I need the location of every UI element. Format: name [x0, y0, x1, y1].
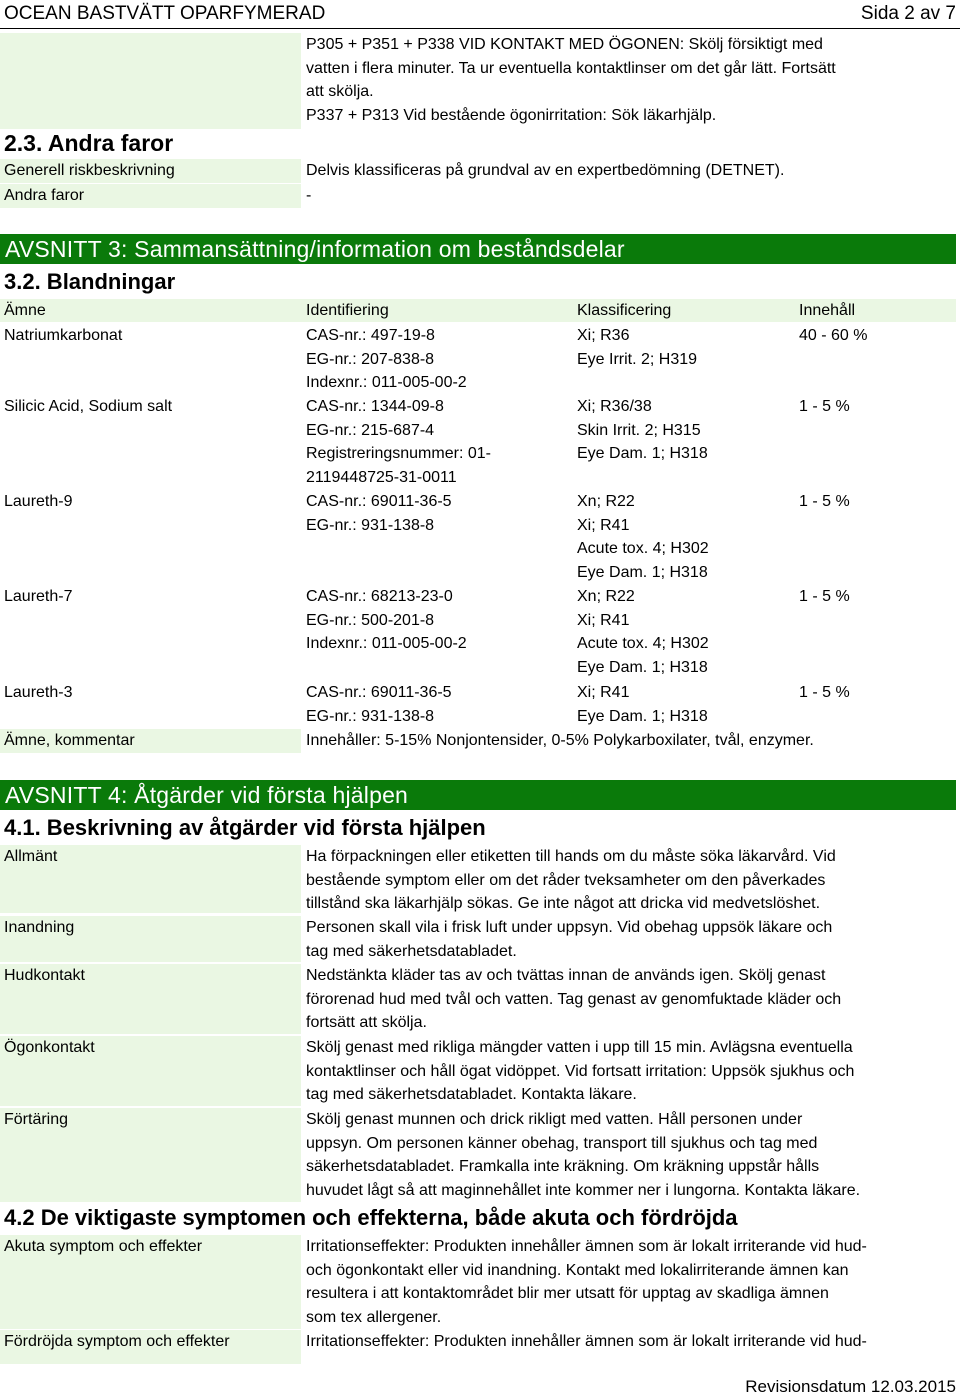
- delayed-symptoms-label: Fördröjda symptom och effekter: [0, 1330, 301, 1364]
- table-row-identification: CAS-nr.: 68213-23-0 EG-nr.: 500-201-8 Indexnr.: 011-005-00-2: [306, 588, 467, 652]
- revision-date: Revisionsdatum 12.03.2015: [745, 1377, 956, 1396]
- substance-comment-value: Innehåller: 5-15% Nonjontensider, 0-5% Polykarboxilater, tvål, enzymer.: [306, 732, 814, 749]
- heading-4-2: 4.2 De viktigaste symptomen och effekterna, både akuta och fördröjda: [4, 1205, 738, 1230]
- column-header-content: Innehåll: [799, 302, 856, 319]
- table-row-content: 1 - 5 %: [799, 684, 850, 701]
- first-aid-text-inhalation: Personen skall vila i frisk luft under uppsyn. Vid obehag uppsök läkare och tag med säkerhetsdatabladet.: [306, 919, 833, 960]
- page-header: [0, 0, 960, 30]
- table-row-content: 1 - 5 %: [799, 493, 850, 510]
- first-aid-label-eye: Ögonkontakt: [0, 1036, 301, 1106]
- section-3-bar: AVSNITT 3: Sammansättning/information om beståndsdelar: [0, 234, 956, 264]
- table-row-substance: Silicic Acid, Sodium salt: [4, 398, 173, 415]
- table-row-classification: Xi; R41 Eye Dam. 1; H318: [577, 684, 708, 725]
- table-row-content: 1 - 5 %: [799, 588, 850, 605]
- page-number: Sida 2 av 7: [860, 3, 956, 24]
- column-header-classification: Klassificering: [577, 302, 672, 319]
- other-hazards-label: Andra faror: [0, 184, 301, 208]
- section-4-bar: AVSNITT 4: Åtgärder vid första hjälpen: [0, 780, 956, 810]
- heading-3-2: 3.2. Blandningar: [4, 269, 176, 294]
- heading-4-1: 4.1. Beskrivning av åtgärder vid första hjälpen: [4, 815, 486, 840]
- first-aid-label-skin: Hudkontakt: [0, 964, 301, 1034]
- table-row-classification: Xi; R36/38 Skin Irrit. 2; H315 Eye Dam. 1; H318: [577, 398, 708, 462]
- table-row-identification: CAS-nr.: 69011-36-5 EG-nr.: 931-138-8: [306, 684, 452, 725]
- header-divider: [0, 28, 960, 29]
- delayed-symptoms-text: Irritationseffekter: Produkten innehåller ämnen som är lokalt irriterande vid hud-: [306, 1333, 867, 1350]
- first-aid-label-inhalation: Inandning: [0, 916, 301, 962]
- table-row-classification: Xn; R22 Xi; R41 Acute tox. 4; H302 Eye Dam. 1; H318: [577, 588, 709, 676]
- column-header-identification: Identifiering: [306, 302, 389, 319]
- acute-symptoms-text: Irritationseffekter: Produkten innehåller ämnen som är lokalt irriterande vid hud- och ögonkontakt eller vid inandning. Kontakt med lokalirriterande ämnen kan resultera i att kontaktområdet blir mer utsatt för upptag av skadliga ämnen som tex allergener.: [306, 1238, 867, 1326]
- table-row-substance: Laureth-7: [4, 588, 73, 605]
- first-aid-text-ingestion: Skölj genast munnen och drick rikligt med vatten. Håll personen under uppsyn. Om personen känner obehag, transport till sjukhus och tag med säkerhetsdatabladet. Framkalla inte kräkning. Om kräkning uppstår hålls huvudet lågt så att maginnehållet inte kommer ner i lungorna. Kontakta läkare.: [306, 1111, 861, 1199]
- table-row-content: 40 - 60 %: [799, 327, 868, 344]
- first-aid-label-ingestion: Förtäring: [0, 1108, 301, 1202]
- document-title: OCEAN BASTVÄTT OPARFYMERAD: [4, 3, 326, 24]
- substance-comment-label: Ämne, kommentar: [0, 729, 301, 753]
- table-row-substance: Natriumkarbonat: [4, 327, 123, 344]
- first-aid-text-skin: Nedstänkta kläder tas av och tvättas innan de används igen. Skölj genast förorenad hud med tvål och vatten. Tag genast av genomfuktade kläder och fortsätt att skölja.: [306, 967, 842, 1031]
- general-risk-value: Delvis klassificeras på grundval av en expertbedömning (DETNET).: [306, 162, 785, 179]
- composition-table-header: [0, 299, 956, 322]
- table-row-content: 1 - 5 %: [799, 398, 850, 415]
- table-row-classification: Xi; R36 Eye Irrit. 2; H319: [577, 327, 698, 368]
- table-row-substance: Laureth-3: [4, 684, 73, 701]
- table-row-identification: CAS-nr.: 497-19-8 EG-nr.: 207-838-8 Indexnr.: 011-005-00-2: [306, 327, 467, 391]
- table-row-identification: CAS-nr.: 1344-09-8 EG-nr.: 215-687-4 Registreringsnummer: 01- 2119448725-31-0011: [306, 398, 491, 486]
- first-aid-text-eye: Skölj genast med rikliga mängder vatten i upp till 15 min. Avlägsna eventuella kontaktlinser och håll ögat vidöppet. Vid fortsatt irritation: Uppsök sjukhus och tag med säkerhetsdatabladet. Kontakta läkare.: [306, 1039, 855, 1103]
- table-row-classification: Xn; R22 Xi; R41 Acute tox. 4; H302 Eye Dam. 1; H318: [577, 493, 709, 581]
- column-header-substance: Ämne: [4, 302, 46, 319]
- p-statements-text: P305 + P351 + P338 VID KONTAKT MED ÖGONEN: Skölj försiktigt med vatten i flera minuter. Ta ur eventuella kontaktlinser om det går lätt. Fortsätt att skölja. P337 + P313 Vid bestående ögonirritation: Sök läkarhjälp.: [306, 36, 836, 124]
- first-aid-text-general: Ha förpackningen eller etiketten till hands om du måste söka läkarvård. Vid bestående symptom eller om det råder tveksamheter om den påverkades tillstånd ska läkarhjälp sökas. Ge inte något att dricka vid medvetslöshet.: [306, 848, 836, 912]
- first-aid-label-general: Allmänt: [0, 845, 301, 913]
- p-statements-label-cell: [0, 33, 301, 129]
- table-row-substance: Laureth-9: [4, 493, 73, 510]
- acute-symptoms-label: Akuta symptom och effekter: [0, 1235, 301, 1329]
- table-row-identification: CAS-nr.: 69011-36-5 EG-nr.: 931-138-8: [306, 493, 452, 534]
- other-hazards-value: -: [306, 187, 312, 204]
- heading-2-3: 2.3. Andra faror: [4, 130, 174, 156]
- general-risk-label: Generell riskbeskrivning: [0, 159, 301, 183]
